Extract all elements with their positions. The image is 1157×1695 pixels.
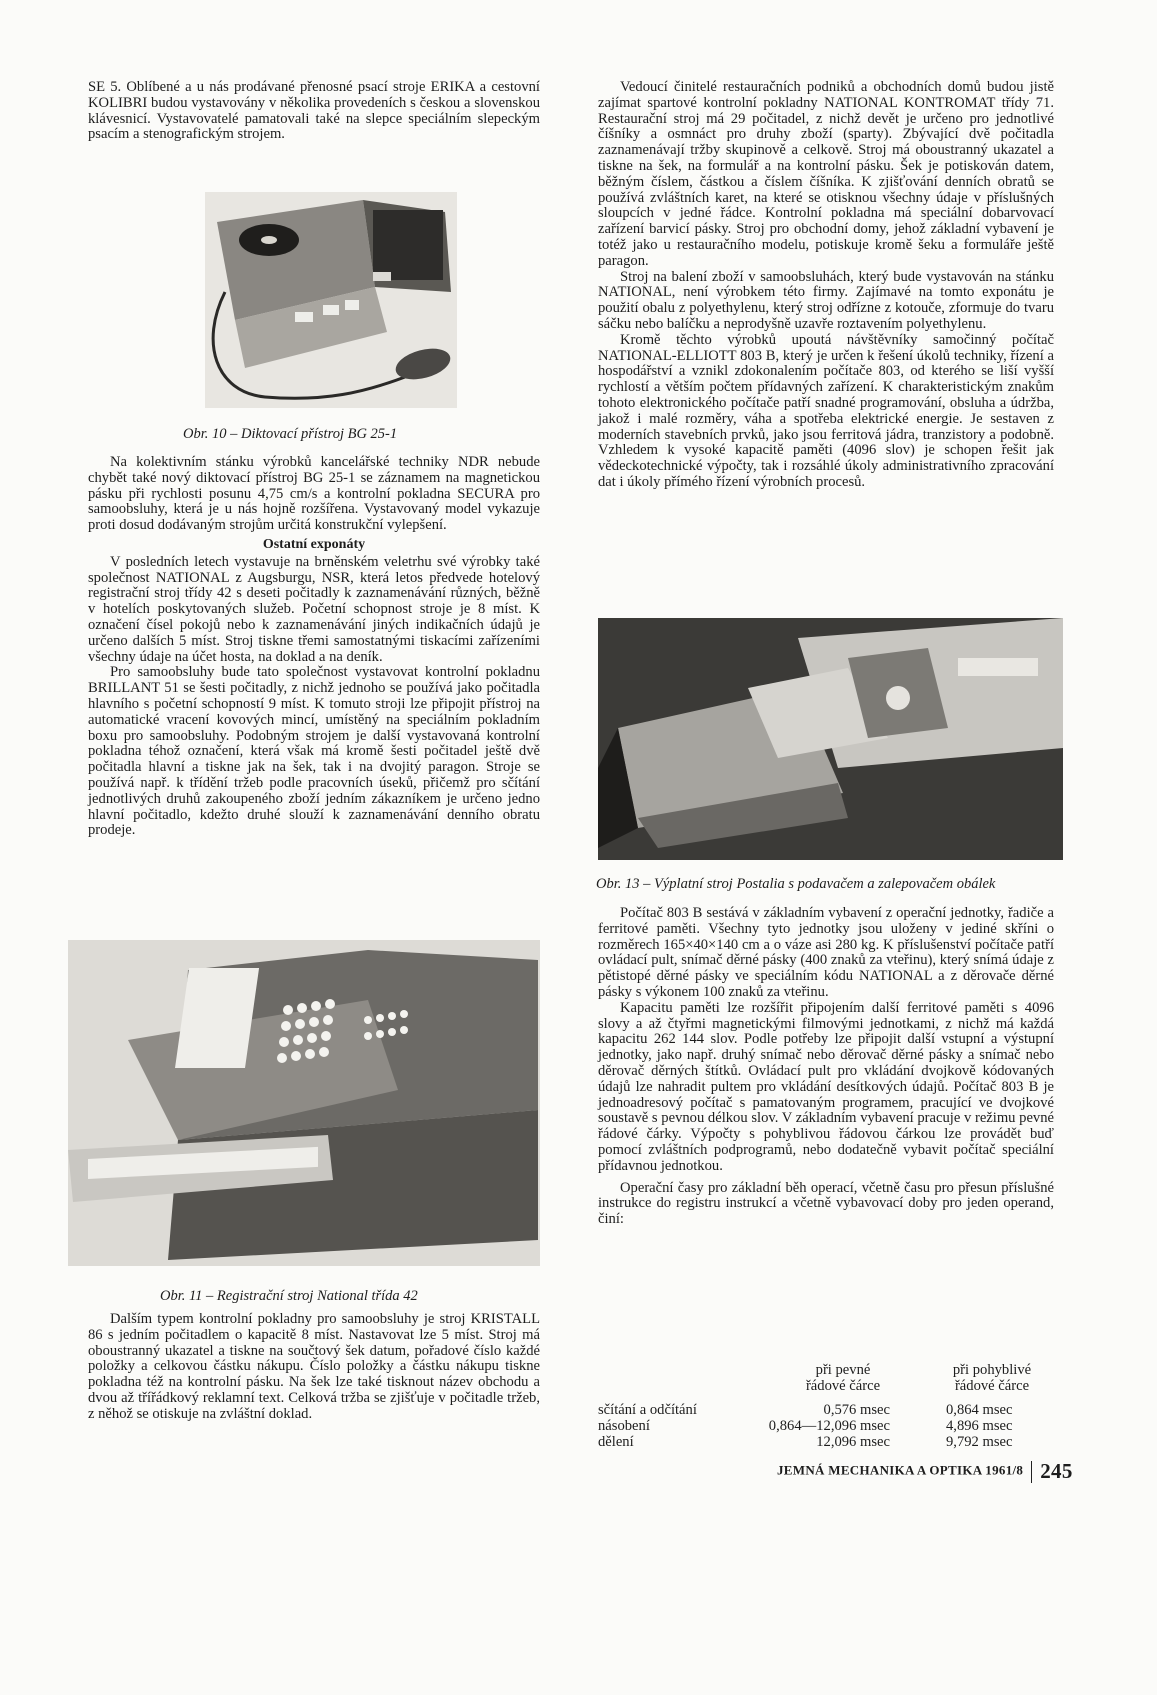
paragraph-bg25: Na kolektivním stánku výrobků kancelářské techniky NDR nebude chybět také nový diktovací přístroj BG 25-1 se záznamem na magnetickou pásku při rychlosti posunu 4,75 cm/s a kontrolní pokladna SECURA pro samoobsluhy, která je u nás hojně rozšířena. Vystavovaný model vykazuje proti dosud dodávaným strojům určitá konstrukční vylepšení. <box>88 454 540 534</box>
figure-13-postalia-photo <box>598 618 1063 860</box>
figure-11-caption: Obr. 11 – Registrační stroj National třída 42 <box>160 1288 418 1304</box>
table-row <box>598 1402 1066 1418</box>
op-fixed: 0,576 msec <box>823 1402 890 1418</box>
paragraph-kontromat: Vedoucí činitelé restauračních podniků a obchodních domů budou jistě zajímat spartové kontrolní pokladny NATIONAL KONTROMAT třídy 71. Restaurační stroj má 29 počitadel, z nichž devět je určeno pro jednotlivé číšníky a osmnáct pro druhy zboží (sparty). Zbývající dvě počitadla zaznamenávají tržby skupinově a celkově. Stroj má oboustranný ukazatel a tiskne na šek, na formulář a na kontrolní pásku. Šek je potiskován datem, běžným číslem, částkou a číslem číšníka. K zjišťování denních obratů se používá zvláštních karet, na které se otisknou všechny údaje v příslušných sloupcích v jedné řádce. Kontrolní pokladna má speciální dobarvovací zařízení barvicí pásky. Stroj pro obchodní domy, jehož základní vybavení je totéž jako u restauračního modelu, potiskuje kromě šeku a formuláře ještě paragon. <box>598 79 1054 269</box>
postalia-illustration <box>598 618 1063 860</box>
figure-10-dictaphone-photo <box>205 192 457 408</box>
page-number: 245 <box>1040 1459 1073 1483</box>
figure-10-caption: Obr. 10 – Diktovací přístroj BG 25-1 <box>183 426 398 442</box>
op-name: dělení <box>598 1434 634 1450</box>
register-illustration <box>68 940 540 1266</box>
right-column-bottom <box>598 906 1054 1228</box>
figure-13-caption: Obr. 13 – Výplatní stroj Postalia s podavačem a zalepovačem obálek <box>596 876 996 892</box>
op-fixed: 0,864—12,096 msec <box>768 1418 890 1434</box>
paragraph-brillant: Pro samoobsluhy bude tato společnost vystavovat kontrolní pokladnu BRILLANT 51 se šesti počitadly, z nichž jednoho se používá jako počitadla hlavního s početní schopností 9 míst. K tomuto stroji lze připojit přístroj na automatické vracení kovových mincí, umístěný na speciálním pokladním boxu pro samoobsluhy. Podobným strojem je další vystavovaná kontrolní pokladna téhož označení, která však má kromě šesti počitadel ještě dvě počitadla hlavní a tiskne jak na šek, tak i na dvojitý paragon. Stroje se používá např. k třídění tržeb podle pracovních úseků, přičemž pro sčítání jednotlivých druhů zakoupeného zboží jedním zákazníkem je určeno jedno hlavní počitadlo, kdežto druhé slouží k zaznamenávání denního obratu prodeje. <box>88 664 540 839</box>
dictaphone-illustration <box>205 192 457 408</box>
head-float-line1: při pohyblivé <box>952 1362 1032 1378</box>
paragraph-erika: SE 5. Oblíbené a u nás prodávané přenosné psací stroje ERIKA a cestovní KOLIBRI budou vystavovány v několika provedeních s českou a slovenskou klávesnicí. Vystavovatelé pamatovali také na slepce speciálním slepeckým psacím a stenografickým strojem. <box>88 79 540 143</box>
paragraph-803b: Počítač 803 B sestává v základním vybavení z operační jednotky, řadiče a ferritové paměti. Všechny tyto jednotky jsou uloženy v jediné skříni o rozměrech 165×40×140 cm a o váze asi 280 kg. K příslušenství počítače patří ovládací pult, snímač děrné pásky (400 znaků za vteřinu), který snímá údaje z pětistopé děrné pásky ve speciálním kódu NATIONAL a z děrovače děrné pásky s výkonem 100 znaků za vteřinu. <box>598 905 1054 1000</box>
paragraph-packaging: Stroj na balení zboží v samoobsluhách, který bude vystavován na stánku NATIONAL, není výrobkem této firmy. Zajímavé na tomto exponátu je použití obalu z polyethylenu, který stroj odřízne z kotouče, zformuje do tvaru sáčku nebo balíčku a neprodyšně uzavře roztavením polyethylenu. <box>598 268 1054 332</box>
paragraph-op-times: Operační časy pro základní běh operací, včetně času pro přesun příslušné instrukce do registru instrukcí a včetně vybavovací doby pro jeden operand, činí: <box>598 1179 1054 1228</box>
table-row <box>598 1434 1066 1450</box>
right-column-top <box>598 80 1054 491</box>
op-float: 0,864 msec <box>946 1402 1013 1418</box>
head-fixed-line1: při pevné <box>815 1362 871 1378</box>
left-column-bottom <box>88 1312 540 1423</box>
figure-11-register-photo <box>68 940 540 1266</box>
page-footer <box>777 1459 1073 1484</box>
op-float: 4,896 msec <box>946 1418 1013 1434</box>
operation-times-table <box>598 1362 1068 1450</box>
journal-name: JEMNÁ MECHANIKA A OPTIKA 1961/8 <box>777 1462 1024 1478</box>
table-row <box>598 1418 1066 1434</box>
paragraph-memory: Kapacitu paměti lze rozšířit připojením další ferritové paměti s 4096 slovy a až čtyřmi magnetickými filmovými jednotkami, z nichž má každá kapacitu 262 144 slov. Podle potřeby lze připojit další vstupní a výstupní jednotky, jako např. druhý snímač nebo děrovač děrné pásky a snímač nebo děrovač děrných štítků. Ovládací pult pro vkládání dvojkově kódovaných údajů lze nahradit pultem pro vkládání desítkových údajů. Počítač 803 B je jednoadresový počítač s pamatovaným programem, pracující ve dvojkové soustavě s pevnou délkou slov. V základním vybavení pracuje v režimu pevné řádové čárky. Výpočty s pohyblivou řádovou čárkou lze provádět buď pomocí zvláštních podprogramů, nebo dodatečně vybavit počítač speciální přídavnou jednotkou. <box>598 999 1054 1174</box>
op-name: sčítání a odčítání <box>598 1402 697 1418</box>
section-heading: Ostatní exponáty <box>262 536 366 552</box>
footer-divider <box>1031 1461 1032 1483</box>
head-fixed-line2: řádové čárce <box>805 1378 881 1394</box>
left-column-top <box>88 80 540 143</box>
paragraph-kristall: Dalším typem kontrolní pokladny pro samoobsluhy je stroj KRISTALL 86 s jedním počitadlem o kapacitě 8 míst. Nastavovat lze 5 míst. Stroj má oboustranný ukazatel a tiskne na součtový šek datum, pořadové číslo každé položky a celkovou částku nákupu. Číslo položky a částku nákupu tiskne pokladna též na kontrolní pásku. Na šek lze také tisknout název obchodu a dvou až třířádkový reklamní text. Celková tržba se zjišťuje v počitadle tržeb, z něhož se otiskuje na zvláštní doklad. <box>88 1311 540 1422</box>
op-float: 9,792 msec <box>946 1434 1013 1450</box>
head-float-line2: řádové čárce <box>954 1378 1030 1394</box>
left-column-middle <box>88 455 540 839</box>
op-name: násobení <box>598 1418 650 1434</box>
paragraph-elliott: Kromě těchto výrobků upoutá návštěvníky samočinný počítač NATIONAL-ELLIOTT 803 B, který je určen k řešení úkolů techniky, řízení a hospodářství a vznikl zdokonalením počítače 803, od kterého se liší vyšší rychlostí a větším počtem přídavných zařízení. K charakteristickým znakům tohoto elektronického počítače patří snadné programování, obsluha a údržba, jakož i malé rozměry, váha a spotřeba elektrické energie. Je sestaven z moderních stavebních prvků, jako jsou ferritová jádra, tranzistory a podobně. Vzhledem k vysoké kapacitě paměti (4096 slov) je schopen řešit jak vědeckotechnické výpočty, tak i rozsáhlé úkoly administrativního zpracování dat i úkoly přímého řízení výrobních procesů. <box>598 331 1054 490</box>
paragraph-national-hotel: V posledních letech vystavuje na brněnském veletrhu své výrobky také společnost NATIONAL z Augsburgu, NSR, která letos předvede hotelový registrační stroj třídy 42 s deseti počitadly k zaznamenávání různých, běžně v hotelích poskytovaných služeb. Početní schopnost stroje je 8 míst. K označení čísel pokojů nebo k zaznamenávání jiných indikačních údajů je určeno dalších 5 míst. Stroj tiskne třemi samostatnými tiskacími zařízeními všechny údaje na účet hosta, na doklad a na deník. <box>88 553 540 665</box>
op-fixed: 12,096 msec <box>816 1434 890 1450</box>
